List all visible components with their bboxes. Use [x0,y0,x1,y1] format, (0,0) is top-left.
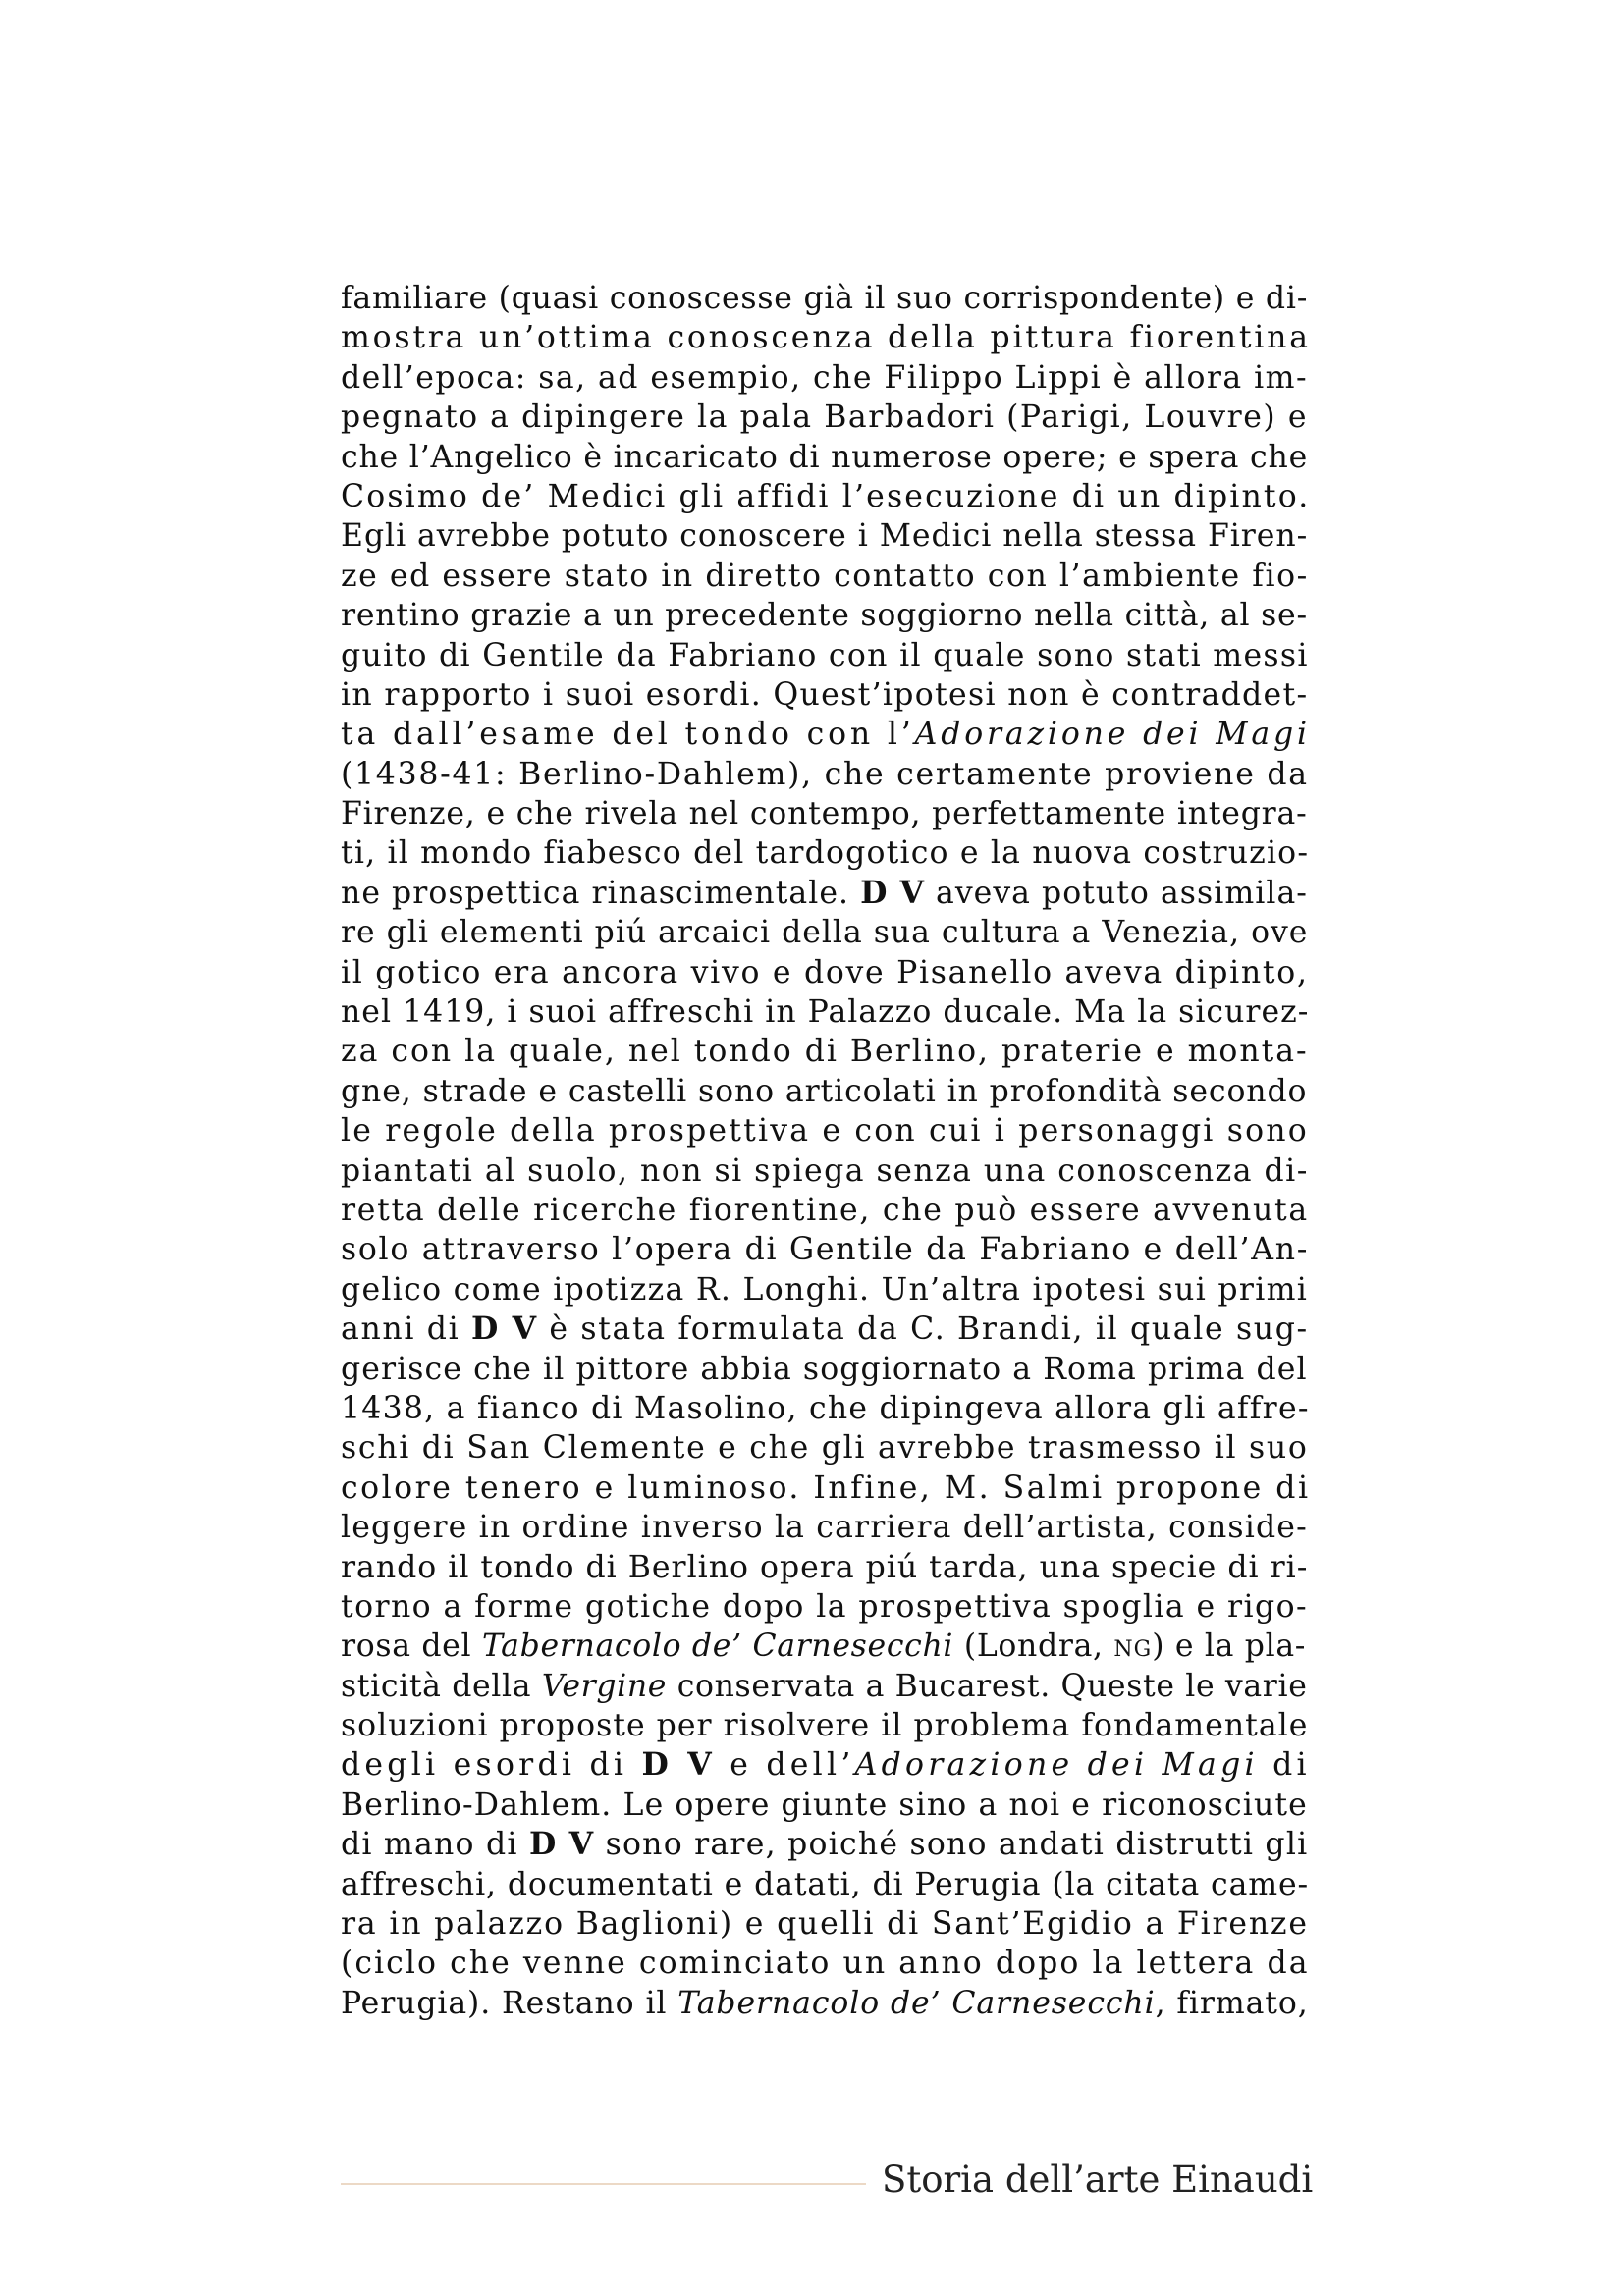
author-initials: D V [528,1826,595,1863]
text-line [341,794,1307,833]
text-line [341,1072,1307,1111]
text-run: e dell’ [715,1747,855,1784]
text-run: Firenze, e che rivela nel contempo, perfettamente integra- [341,796,1308,832]
museum-abbreviation: NG [1113,1637,1153,1663]
text-line [341,279,1307,318]
text-run: in rapporto i suoi esordi. Quest’ipotesi non è contraddet- [341,676,1309,713]
author-initials: D V [860,874,925,911]
text-run: dell’epoca: sa, ad esempio, che Filippo Lippi è allora im- [341,359,1309,396]
text-line [341,477,1311,516]
text-line [341,1865,1310,1904]
text-line [341,675,1307,715]
text-run: nel 1419, i suoi affreschi in Palazzo ducale. Ma la sicurez- [341,994,1310,1031]
text-run: za con la quale, nel tondo di Berlino, praterie e monta- [341,1034,1309,1070]
text-run: ze ed essere stato in diretto contatto con l’ambiente fio- [341,558,1309,594]
text-line [341,1904,1307,1944]
text-run: solo attraverso l’opera di Gentile da Fabriano e dell’An- [341,1232,1310,1268]
text-run: Berlino-Dahlem. Le opere giunte sino a noi e riconosciute [341,1787,1308,1823]
text-run: le regole della prospettiva e con cui i personaggi sono [341,1113,1309,1149]
text-line [341,1230,1310,1269]
text-line [341,1309,1307,1349]
text-run: gerisce che il pittore abbia soggiornato a Roma prima del [341,1351,1308,1387]
text-run: ne prospettica rinascimentale. [341,875,861,911]
footer-rule [341,2183,866,2185]
text-line [341,1151,1307,1191]
text-line [341,992,1310,1032]
text-run: anni di [341,1311,471,1348]
text-line [341,715,1311,754]
text-run: sticità della [341,1668,542,1704]
text-run: Cosimo de’ Medici gli affidi l’esecuzione di un dipinto. [341,478,1311,514]
text-line [341,1032,1307,1071]
footer-title: Storia dell’arte Einaudi [882,2159,1314,2201]
text-run: di mano di [341,1827,529,1863]
text-run: ) e la pla- [1152,1629,1307,1665]
text-run: rando il tondo di Berlino opera piú tarda, una specie di ri- [341,1549,1309,1585]
text-line [341,358,1307,398]
text-line [341,636,1307,675]
text-run: è stata formulata da C. Brandi, il quale sug- [537,1311,1309,1348]
text-line [341,1350,1307,1389]
text-run: ta dall’esame del tondo con l’ [341,717,915,753]
text-run: affreschi, documentati e datati, di Perugia (la citata came- [341,1866,1310,1902]
text-run: guito di Gentile da Fabriano con il quale sono stati messi [341,637,1309,673]
text-run: rentino grazie a un precedente soggiorno nella città, al se- [341,598,1308,634]
text-run: che l’Angelico è incaricato di numerose opere; e spera che [341,439,1309,475]
text-run: , firmato, [1155,1985,1309,2021]
text-line [341,874,1307,913]
text-run: (ciclo che venne cominciato un anno dopo la lettera da [341,1946,1310,1982]
text-line [341,1111,1307,1150]
text-run: 1438, a fianco di Masolino, che dipingeva allora gli affre- [341,1390,1310,1426]
text-run: (1438-41: Berlino-Dahlem), che certamente proviene da [341,756,1309,792]
text-run: (Londra, [953,1629,1114,1665]
text-line [341,1984,1307,2023]
text-run: retta delle ricerche fiorentine, che può essere avvenuta [341,1192,1309,1228]
author-initials: D V [470,1310,538,1348]
text-run: sono rare, poiché sono andati distrutti gli [594,1827,1309,1863]
text-run: conservata a Bucarest. Queste le varie [667,1668,1308,1704]
text-run: gne, strade e castelli sono articolati in profondità secondo [341,1073,1308,1109]
text-line [341,438,1307,477]
text-line [341,1825,1307,1864]
text-line [341,1468,1311,1508]
text-line [341,755,1307,794]
text-line [341,953,1307,992]
text-line [341,1548,1307,1587]
text-line [341,1191,1307,1230]
body-text [341,279,1311,2023]
text-line [341,557,1307,596]
text-run: rosa del [341,1629,482,1665]
text-line [341,516,1307,556]
text-run: leggere in ordine inverso la carriera dell’artista, conside- [341,1510,1308,1546]
text-run: aveva potuto assimila- [924,875,1308,911]
text-run: degli esordi di [341,1747,642,1784]
text-line [341,833,1310,873]
artwork-title: Tabernacolo de’ Carnesecchi [677,1985,1156,2021]
text-line [341,1745,1311,1785]
artwork-title: Vergine [541,1668,668,1704]
text-line [341,1706,1307,1745]
text-line [341,1786,1307,1825]
text-run: familiare (quasi conoscesse già il suo corrispondente) e di- [341,281,1309,316]
text-run: colore tenero e luminoso. Infine, M. Salmi propone di [341,1469,1311,1506]
text-run: pegnato a dipingere la pala Barbadori (Parigi, Louvre) e [341,400,1309,436]
artwork-title: Adorazione dei Magi [854,1747,1259,1784]
text-run: di [1258,1747,1311,1784]
text-line [341,1389,1310,1428]
text-run: gelico come ipotizza R. Longhi. Un’altra ipotesi sui primi [341,1271,1309,1308]
text-line [341,1270,1307,1309]
text-line [341,1587,1307,1627]
text-line [341,1428,1307,1468]
text-line [341,1944,1310,1983]
text-line [341,318,1311,357]
text-line [341,1667,1307,1706]
artwork-title: Adorazione dei Magi [914,717,1311,753]
text-line [341,1627,1307,1666]
text-line [341,398,1307,437]
artwork-title: Tabernacolo de’ Carnesecchi [481,1629,954,1665]
text-run: schi di San Clemente e che gli avrebbe trasmesso il suo [341,1430,1309,1467]
author-initials: D V [641,1746,716,1784]
text-run: soluzioni proposte per risolvere il problema fondamentale [341,1708,1309,1744]
text-run: Perugia). Restano il [341,1985,678,2021]
text-run: re gli elementi piú arcaici della sua cultura a Venezia, ove [341,915,1309,951]
text-run: piantati al suolo, non si spiega senza una conoscenza di- [341,1152,1309,1189]
text-line [341,913,1307,952]
text-run: mostra un’ottima conoscenza della pittura fiorentina [341,320,1311,356]
text-run: ti, il mondo fiabesco del tardogotico e la nuova costruzio- [341,835,1310,872]
text-run: il gotico era ancora vivo e dove Pisanello aveva dipinto, [341,954,1309,990]
text-line [341,596,1307,635]
text-line [341,1508,1307,1547]
text-run: torno a forme gotiche dopo la prospettiva spoglia e rigo- [341,1588,1309,1625]
text-run: ra in palazzo Baglioni) e quelli di Sant’Egidio a Firenze [341,1906,1309,1943]
text-run: Egli avrebbe potuto conoscere i Medici nella stessa Firen- [341,518,1309,555]
